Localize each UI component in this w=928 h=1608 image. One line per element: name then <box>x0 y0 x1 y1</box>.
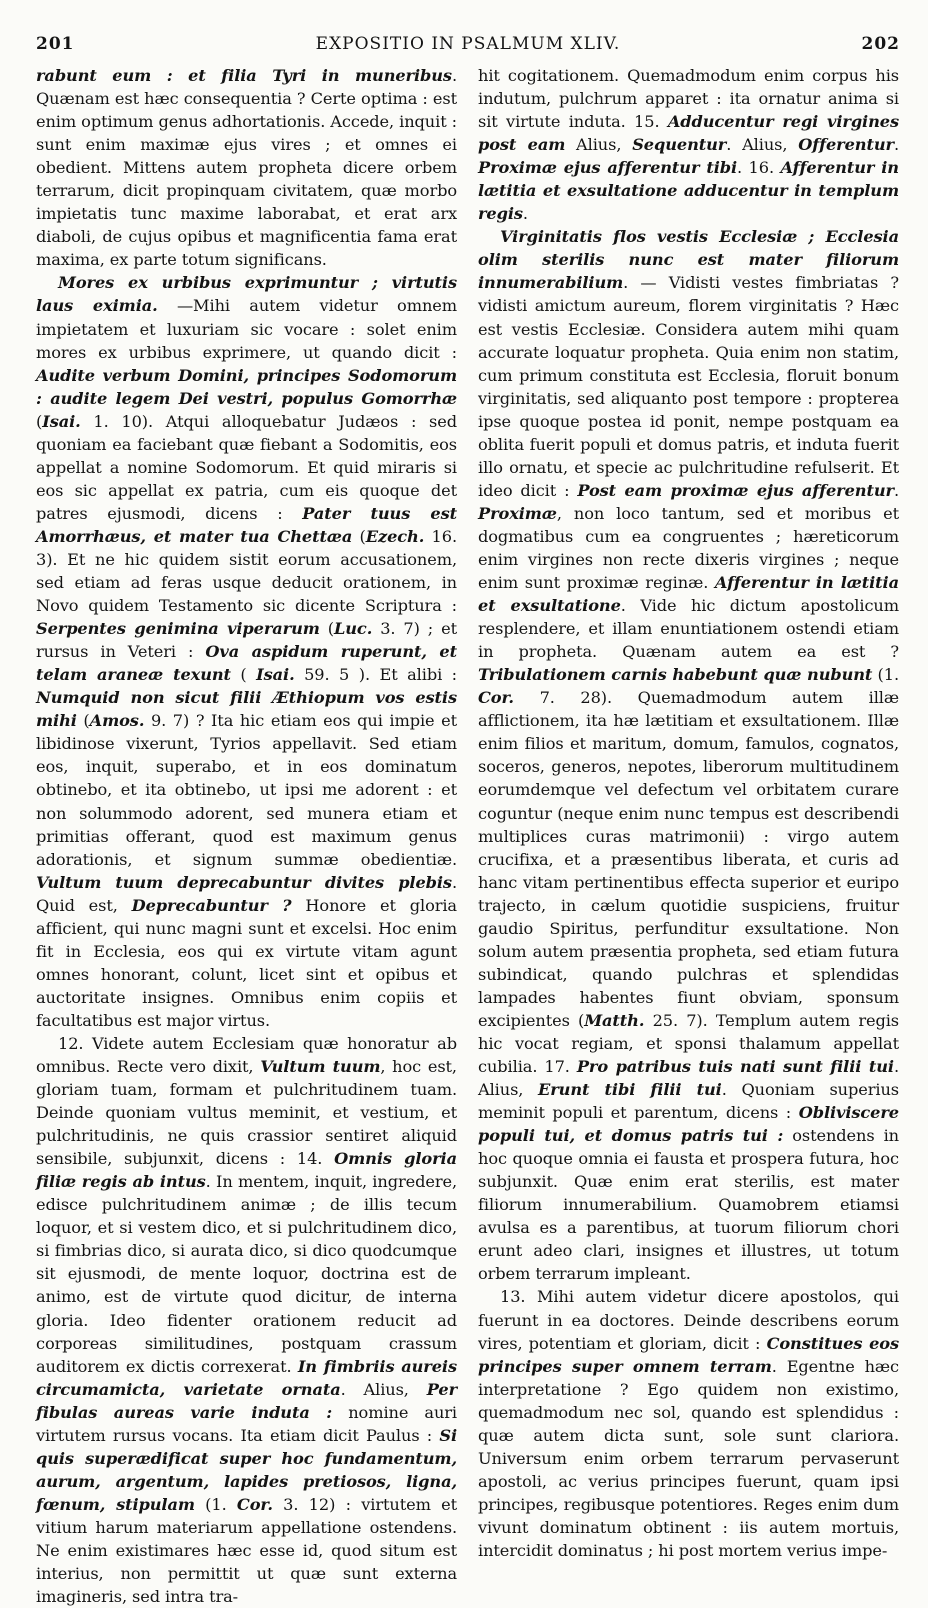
paragraph: hit cogitationem. Quemadmodum enim corpus his indutum, pulchrum apparet : ita ornatur anima si sit virtute induta. 15. Adducentur regi virgines post eam Alius, Sequentur. Alius, Offerentur. Proximæ ejus afferentur tibi. 16. Afferentur in lætitia et exsultatione adducentur in templum regis. <box>478 66 899 224</box>
page-number-right: 202 <box>861 34 900 54</box>
paragraph: Virginitatis flos vestis Ecclesiæ ; Ecclesia olim sterilis nunc est mater filiorum innumerabilium. — Vidisti vestes fimbriatas ? vidisti amictum aureum, florem virginitatis ? Hæc est vestis Ecclesiæ. Considera autem mihi quam accurate loquatur propheta. Quia enim non statim, cum primum constituta est Ecclesia, floruit bonum virginitatis, sed aliquanto post tempore : propterea ipse quoque postea id ponit, nempe postquam ea oblita fuerit populi et domus patris, et induta fuerit illo ornatu, et specie ac pulchritudine refulserit. Et ideo dicit : Post eam proximæ ejus afferentur. Proximæ, non loco tantum, sed et moribus et dogmatibus cum ea congruentes ; hæreticorum enim virgines non recte dixeris virgines ; neque enim sunt proximæ reginæ. Afferentur in lætitia et exsultatione. Vide hic dictum apostolicum resplendere, et illam enuntiationem ostendi etiam in propheta. Quænam autem ea est ? Tribulationem carnis habebunt quæ nubunt (1. Cor. 7. 28). Quemadmodum autem illæ afflictionem, ita hæ lætitiam et exsultationem. Illæ enim filios et maritum, domum, famulos, cognatos, soceros, generos, nepotes, liberorum multitudinem eorumdemque vel defectum vel orbitatem curare coguntur (neque enim nunc tempus est describendi multiplices curas matrimonii) : virgo autem crucifixa, et a præsentibus liberata, et curis ad hanc vitam pertinentibus effecta superior et euripo trajecto, in cælum quotidie suspiciens, fruitur gaudio Spiritus, perfunditur exsultatione. Non solum autem præsentia propheta, sed etiam futura subindicat, quando pulchras et splendidas lampades habentes fiunt obviam, sponsum excipientes (Matth. 25. 7). Templum autem regis hic vocat regiam, et sponsi thalamum appellat cubilia. 17. Pro patribus tuis nati sunt filii tui. Alius, Erunt tibi filii tui. Quoniam superius meminit populi et parentum, dicens : Obliviscere populi tui, et domus patris tui : ostendens in hoc quoque omnia ei fausta et prospera futura, hoc subjunxit. Quæ enim erat sterilis, est mater filiorum innumerabilium. Quamobrem etiamsi avulsa es a parentibus, at tuorum filiorum chori erunt adeo clari, insignes et illustres, ut totum orbem terrarum impleant. <box>478 227 899 1284</box>
paragraph: 12. Videte autem Ecclesiam quæ honoratur ab omnibus. Recte vero dixit, Vultum tuum, hoc est, gloriam tuam, formam et pulchritudinem tuam. Deinde quoniam vultus meminit, et vestium, et pulchritudinis, ne quis crassior sentiret aliquid sensibile, subjunxit, dicens : 14. Omnis gloria filiæ regis ab intus. In mentem, inquit, ingredere, edisce pulchritudinem animæ ; de illis tecum loquor, et si vestem dico, et si pulchritudinem dico, si fimbrias dico, si aurata dico, si dico quodcumque sit ejusmodi, de mente loquor, doctrina est de animo, est de virtute quod dicitur, de interna gloria. Ideo fidenter orationem reducit ad corporeas similitudines, postquam crassum auditorem ex dictis correxerat. In fimbriis aureis circumamicta, varietate ornata. Alius, Per fibulas aureas varie induta : nomine auri virtutem rursus vocans. Ita etiam dicit Paulus : Si quis superædificat super hoc fundamentum, aurum, argentum, lapides pretiosos, ligna, fœnum, stipulam (1. Cor. 3. 12) : virtutem et vitium harum materiarum appellatione ostendens. Ne enim existimares hæc esse id, quod situm est interius, non permittit ut quæ sunt externa imagineris, sed intra tra- <box>36 1033 457 1607</box>
running-title: EXPOSITIO IN PSALMUM XLIV. <box>315 34 621 54</box>
right-text-column <box>478 64 899 1562</box>
left-text-column <box>36 64 457 1608</box>
paragraph: 13. Mihi autem videtur dicere apostolos, qui fuerunt in ea doctores. Deinde describens eorum vires, potentiam et gloriam, dicit : Constitues eos principes super omnem terram. Egentne hæc interpretatione ? Ego quidem non existimo, quemadmodum nec sol, quando est splendidus : quæ autem dicta sunt, sole sunt clariora. Universum enim orbem terrarum pervaserunt apostoli, ac verius principes fuerunt, quam ipsi principes, regibusque potentiores. Reges enim dum vivunt dominatum obtinent : iis autem mortuis, intercidit dominatus ; hi post mortem verius impe- <box>478 1287 899 1560</box>
page-number-left: 201 <box>36 34 75 54</box>
page-header <box>36 34 900 60</box>
paragraph: rabunt eum : et filia Tyri in muneribus. Quænam est hæc consequentia ? Certe optima : est enim optimum genus adhortationis. Accede, inquit : sunt enim maximæ ejus vires ; et omnes ei obedient. Mittens autem propheta dicere orbem terrarum, dicit propinquam civitatem, quæ morbo impietatis tunc maxime laborabat, et erat arx diaboli, de cujus opibus et magnificentia fama erat maxima, ex parte totum significans. <box>36 66 457 270</box>
paragraph: Mores ex urbibus exprimuntur ; virtutis laus eximia. —Mihi autem videtur omnem impietatem et luxuriam sic vocare : solet enim mores ex urbibus exprimere, ut quando dicit : Audite verbum Domini, principes Sodomorum : audite legem Dei vestri, populus Gomorrhæ (Isai. 1. 10). Atqui alloquebatur Judæos : sed quoniam ea faciebant quæ fiebant a Sodomitis, eos appellat a nomine Sodomorum. Et quid miraris si eos sic appellat ex patria, cum eis quoque det patres ejusmodi, dicens : Pater tuus est Amorrhæus, et mater tua Chettæa (Ezech. 16. 3). Et ne hic quidem sistit eorum accusationem, sed etiam ad feras usque deducit orationem, in Novo quidem Testamento sic dicente Scriptura : Serpentes genimina viperarum (Luc. 3. 7) ; et rursus in Veteri : Ova aspidum ruperunt, et telam araneæ texunt ( Isai. 59. 5 ). Et alibi : Numquid non sicut filii Æthiopum vos estis mihi (Amos. 9. 7) ? Ita hic etiam eos qui impie et libidinose vixerunt, Tyrios appellavit. Sed etiam eos, inquit, superabo, et in eos dominatum obtinebo, et ita obtinebo, ut ipsi me adorent : et non solummodo adorent, sed munera etiam et primitias offerant, quod est maximum genus adorationis, et signum summæ obedientiæ. Vultum tuum deprecabuntur divites plebis. Quid est, Deprecabuntur ? Honore et gloria afficient, qui nunc magni sunt et excelsi. Hoc enim fit in Ecclesia, eos qui ex virtute vitam agunt omnes honorant, colunt, licet sint et opibus et auctoritate insignes. Omnibus enim copiis et facultatibus est major virtus. <box>36 273 458 1030</box>
